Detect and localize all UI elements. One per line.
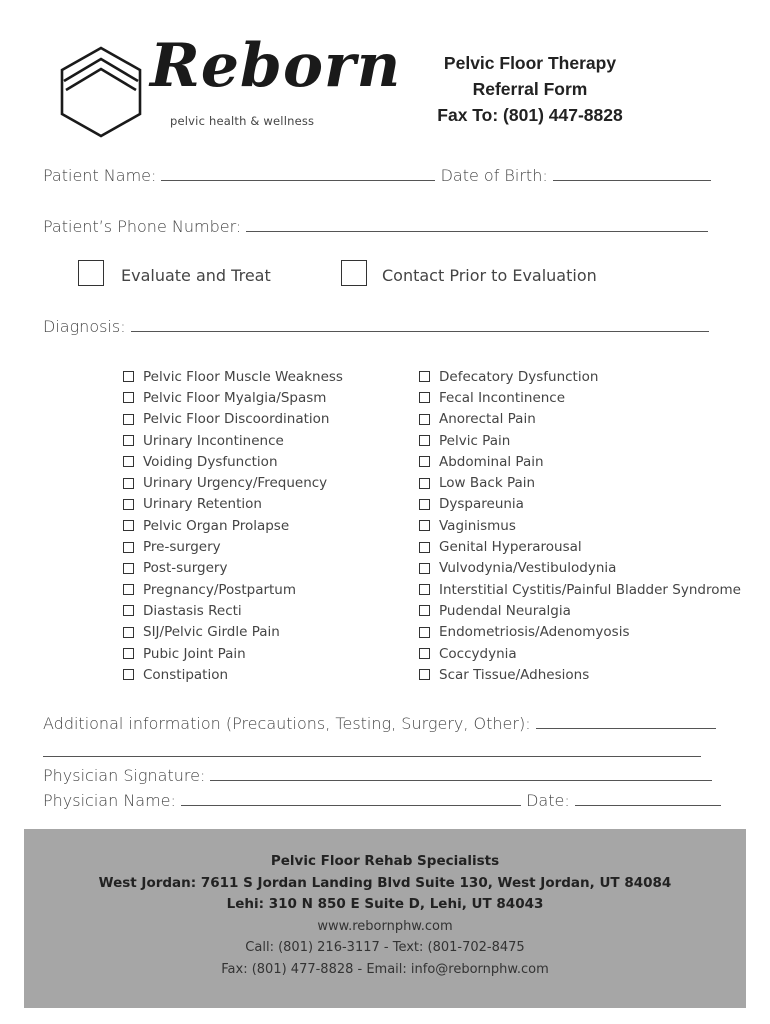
diagnosis-checkbox[interactable]: [123, 627, 134, 638]
footer-lehi-address: Lehi: 310 N 850 E Suite D, Lehi, UT 84043: [226, 896, 544, 912]
diagnosis-checkbox[interactable]: [419, 542, 430, 553]
diagnosis-item: [419, 451, 741, 472]
diagnosis-item: [123, 579, 343, 600]
diagnosis-label: Diastasis Recti: [143, 602, 242, 619]
diagnosis-label: Genital Hyperarousal: [439, 539, 582, 556]
footer-west-jordan-address: West Jordan: 7611 S Jordan Landing Blvd Suite 130, West Jordan, UT 84084: [98, 874, 672, 891]
diagnosis-checkbox[interactable]: [419, 584, 430, 595]
diagnosis-checkbox[interactable]: [123, 435, 134, 446]
diagnosis-label: Pre-surgery: [143, 539, 221, 556]
diagnosis-checkbox[interactable]: [123, 478, 134, 489]
diagnosis-checkbox[interactable]: [123, 669, 134, 680]
diagnosis-label: Fecal Incontinence: [439, 389, 566, 406]
diagnosis-list-left: [123, 366, 343, 685]
contact-prior-label: Contact Prior to Evaluation: [382, 266, 597, 285]
diagnosis-label: Pelvic Organ Prolapse: [143, 517, 290, 534]
diagnosis-checkbox[interactable]: [123, 392, 134, 403]
date-field[interactable]: [575, 793, 721, 806]
fax-to-line: Fax To: (801) 447-8828: [437, 105, 623, 125]
diagnosis-label: Diagnosis:: [43, 317, 126, 336]
phone-field[interactable]: [246, 219, 708, 232]
diagnosis-checkbox[interactable]: [419, 414, 430, 425]
diagnosis-item: [123, 472, 343, 493]
diagnosis-item: [419, 664, 741, 685]
diagnosis-checkbox[interactable]: [123, 542, 134, 553]
diagnosis-checkbox[interactable]: [123, 605, 134, 616]
physician-signature-row: [43, 766, 712, 785]
diagnosis-checkbox[interactable]: [123, 499, 134, 510]
diagnosis-checkbox[interactable]: [123, 584, 134, 595]
page-title: [410, 50, 650, 128]
diagnosis-checkbox[interactable]: [419, 392, 430, 403]
diagnosis-label: Pelvic Floor Myalgia/Spasm: [143, 389, 327, 406]
additional-info-row-2: [43, 742, 701, 761]
phone-label: Patient’s Phone Number:: [43, 217, 242, 236]
diagnosis-label: Interstitial Cystitis/Painful Bladder Syndrome: [439, 581, 741, 598]
additional-info-field-2[interactable]: [43, 744, 701, 757]
diagnosis-item: [419, 430, 741, 451]
diagnosis-label: Vaginismus: [439, 517, 516, 534]
diagnosis-label: Post-surgery: [143, 560, 228, 577]
reborn-logo: [58, 31, 402, 139]
diagnosis-checkbox[interactable]: [123, 563, 134, 574]
diagnosis-list-right: [419, 366, 741, 685]
diagnosis-label: Urinary Incontinence: [143, 432, 284, 449]
diagnosis-checkbox[interactable]: [419, 371, 430, 382]
contact-prior-checkbox[interactable]: [341, 260, 367, 286]
diagnosis-item: [419, 558, 741, 579]
additional-info-label: Additional information (Precautions, Testing, Surgery, Other):: [43, 714, 531, 733]
diagnosis-checkbox[interactable]: [123, 648, 134, 659]
diagnosis-checkbox[interactable]: [419, 605, 430, 616]
diagnosis-item: [123, 409, 343, 430]
footer-phones: Call: (801) 216-3117 - Text: (801-702-8475: [245, 940, 525, 955]
diagnosis-label: Low Back Pain: [439, 475, 536, 492]
diagnosis-field[interactable]: [131, 319, 709, 332]
diagnosis-item: [419, 600, 741, 621]
diagnosis-checkbox[interactable]: [419, 669, 430, 680]
diagnosis-label: Endometriosis/Adenomyosis: [439, 624, 630, 641]
patient-name-field[interactable]: [161, 168, 435, 181]
diagnosis-label: Anorectal Pain: [439, 411, 536, 428]
footer-fax-email: Fax: (801) 477-8828 - Email: info@rebornphw.com: [221, 961, 549, 977]
diagnosis-checkbox[interactable]: [419, 499, 430, 510]
date-of-birth-label: Date of Birth:: [440, 166, 548, 185]
diagnosis-label: Voiding Dysfunction: [143, 453, 278, 470]
physician-name-label: Physician Name:: [43, 791, 176, 810]
diagnosis-item: [123, 643, 343, 664]
diagnosis-label: Pelvic Floor Muscle Weakness: [143, 368, 343, 385]
diagnosis-item: [123, 451, 343, 472]
diagnosis-item: [419, 409, 741, 430]
footer-contact-box: [24, 829, 746, 1008]
diagnosis-label: Pelvic Floor Discoordination: [143, 411, 330, 428]
diagnosis-item: [419, 366, 741, 387]
footer-company: Pelvic Floor Rehab Specialists: [270, 853, 500, 869]
date-of-birth-field[interactable]: [553, 168, 711, 181]
diagnosis-checkbox[interactable]: [123, 520, 134, 531]
diagnosis-checkbox[interactable]: [123, 371, 134, 382]
title-line-2: Referral Form: [472, 79, 588, 99]
diagnosis-label: Pudendal Neuralgia: [439, 602, 571, 619]
logo-brand-text: Reborn: [150, 31, 402, 101]
diagnosis-row: [43, 317, 709, 336]
evaluate-and-treat-label: Evaluate and Treat: [121, 266, 271, 285]
patient-name-label: Patient Name:: [43, 166, 157, 185]
diagnosis-item: [419, 387, 741, 408]
hexagon-logo-icon: [58, 44, 144, 139]
diagnosis-label: Pubic Joint Pain: [143, 645, 246, 662]
diagnosis-label: Urinary Retention: [143, 496, 262, 513]
physician-name-row: [43, 791, 721, 810]
diagnosis-checkbox[interactable]: [419, 435, 430, 446]
diagnosis-label: SIJ/Pelvic Girdle Pain: [143, 624, 280, 641]
diagnosis-item: [123, 366, 343, 387]
diagnosis-label: Vulvodynia/Vestibulodynia: [439, 560, 617, 577]
diagnosis-item: [123, 558, 343, 579]
additional-info-field[interactable]: [536, 716, 716, 729]
physician-signature-field[interactable]: [210, 768, 712, 781]
diagnosis-item: [123, 600, 343, 621]
diagnosis-checkbox[interactable]: [123, 456, 134, 467]
diagnosis-item: [123, 536, 343, 557]
diagnosis-checkbox[interactable]: [419, 520, 430, 531]
physician-name-field[interactable]: [181, 793, 521, 806]
diagnosis-label: Urinary Urgency/Frequency: [143, 475, 328, 492]
diagnosis-item: [419, 579, 741, 600]
patient-name-row: [43, 166, 711, 185]
date-label: Date:: [526, 791, 570, 810]
diagnosis-item: [419, 494, 741, 515]
diagnosis-label: Constipation: [143, 666, 229, 683]
diagnosis-checkbox[interactable]: [419, 478, 430, 489]
evaluate-and-treat-checkbox[interactable]: [78, 260, 104, 286]
diagnosis-label: Defecatory Dysfunction: [439, 368, 599, 385]
diagnosis-checkbox[interactable]: [419, 563, 430, 574]
footer-website: www.rebornphw.com: [317, 918, 453, 934]
diagnosis-item: [123, 515, 343, 536]
diagnosis-label: Abdominal Pain: [439, 453, 544, 470]
diagnosis-item: [419, 515, 741, 536]
logo-tagline: pelvic health & wellness: [170, 114, 315, 128]
diagnosis-label: Scar Tissue/Adhesions: [439, 666, 590, 683]
diagnosis-label: Pelvic Pain: [439, 432, 511, 449]
diagnosis-label: Pregnancy/Postpartum: [143, 581, 297, 598]
diagnosis-item: [419, 622, 741, 643]
diagnosis-item: [123, 494, 343, 515]
title-line-1: Pelvic Floor Therapy: [443, 53, 617, 73]
phone-row: [43, 217, 708, 236]
diagnosis-label: Dyspareunia: [439, 496, 524, 513]
diagnosis-checkbox[interactable]: [123, 414, 134, 425]
diagnosis-item: [123, 622, 343, 643]
diagnosis-checkbox[interactable]: [419, 627, 430, 638]
diagnosis-item: [123, 430, 343, 451]
diagnosis-item: [123, 664, 343, 685]
diagnosis-item: [123, 387, 343, 408]
diagnosis-item: [419, 472, 741, 493]
diagnosis-label: Coccydynia: [439, 645, 517, 662]
diagnosis-item: [419, 536, 741, 557]
additional-info-row: [43, 714, 716, 733]
diagnosis-item: [419, 643, 741, 664]
diagnosis-checkbox[interactable]: [419, 456, 430, 467]
diagnosis-checkbox[interactable]: [419, 648, 430, 659]
physician-signature-label: Physician Signature:: [43, 766, 206, 785]
